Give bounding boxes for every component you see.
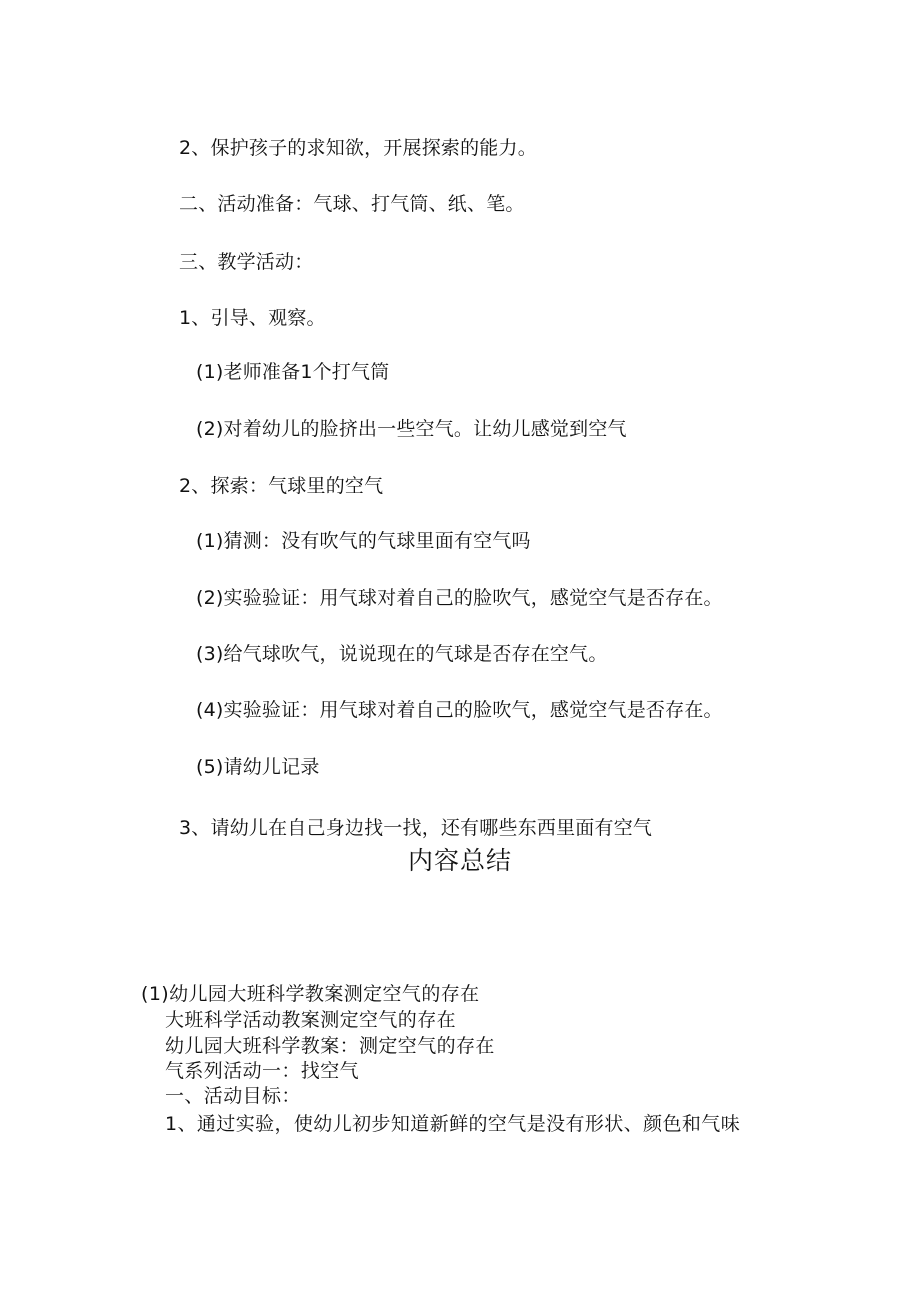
text-line: (1)老师准备1个打气筒 <box>196 361 390 383</box>
text-line: (3)给气球吹气，说说现在的气球是否存在空气。 <box>196 643 608 665</box>
text-line: 二、活动准备：气球、打气筒、纸、笔。 <box>179 193 525 215</box>
summary-line: 幼儿园大班科学教案：测定空气的存在 <box>165 1035 495 1057</box>
text-line: 3、请幼儿在自己身边找一找，还有哪些东西里面有空气 <box>179 817 653 839</box>
summary-line: 一、活动目标： <box>165 1085 301 1107</box>
text-line: 2、探索：气球里的空气 <box>179 475 384 497</box>
summary-line: 1、通过实验，使幼儿初步知道新鲜的空气是没有形状、颜色和气味 <box>165 1113 741 1135</box>
text-line: (5)请幼儿记录 <box>196 756 320 778</box>
text-line: (4)实验验证：用气球对着自己的脸吹气，感觉空气是否存在。 <box>196 699 723 721</box>
summary-line: (1)幼儿园大班科学教案测定空气的存在 <box>141 983 480 1005</box>
text-line: 三、教学活动： <box>179 251 314 273</box>
summary-line: 大班科学活动教案测定空气的存在 <box>165 1009 457 1031</box>
text-line: (1)猜测：没有吹气的气球里面有空气吗 <box>196 530 531 552</box>
text-line: (2)实验验证：用气球对着自己的脸吹气，感觉空气是否存在。 <box>196 587 723 609</box>
section-title: 内容总结 <box>407 846 512 875</box>
text-line: 2、保护孩子的求知欲，开展探索的能力。 <box>179 137 537 159</box>
text-line: (2)对着幼儿的脸挤出一些空气。让幼儿感觉到空气 <box>196 418 627 440</box>
text-line: 1、引导、观察。 <box>179 307 326 329</box>
summary-line: 气系列活动一：找空气 <box>165 1060 360 1082</box>
